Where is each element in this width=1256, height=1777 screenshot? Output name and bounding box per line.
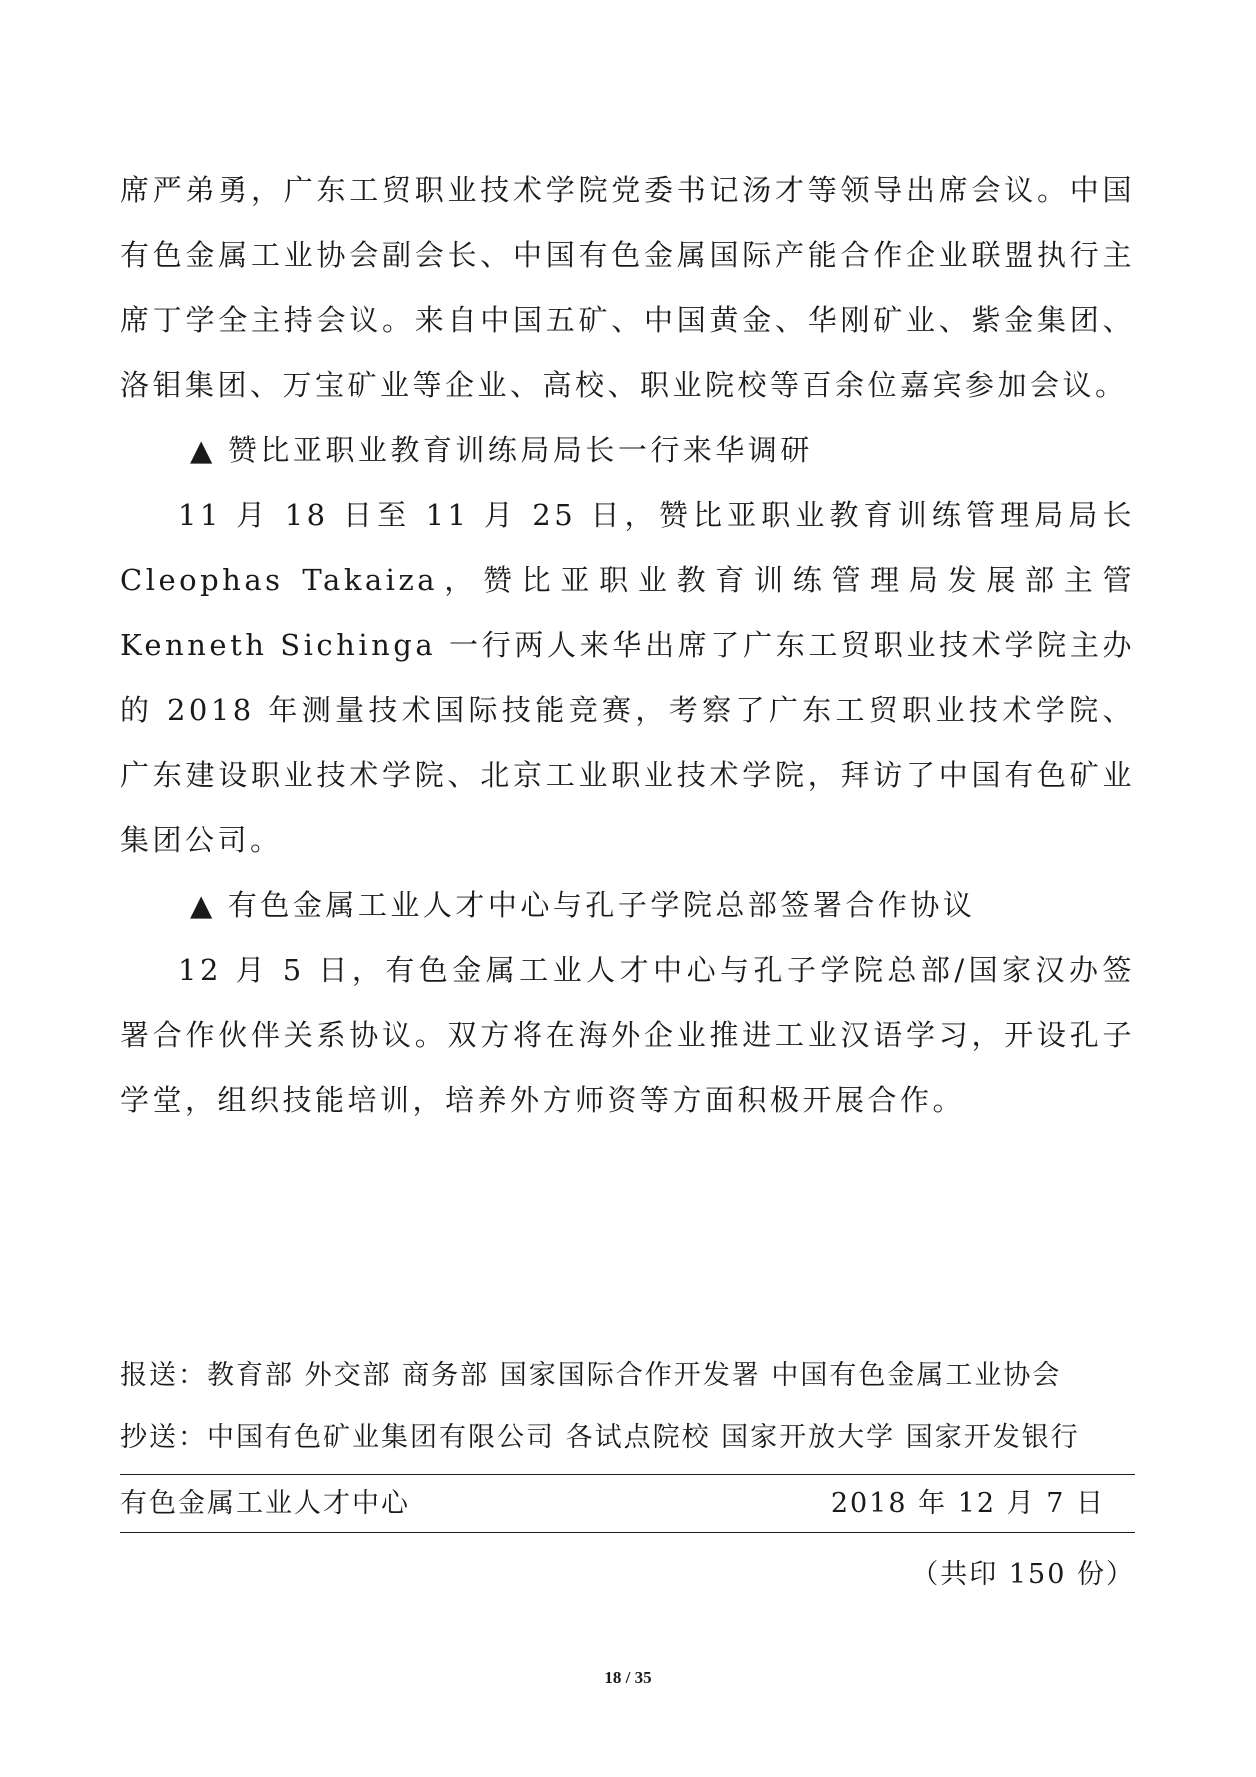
triangle-marker-icon: ▲ xyxy=(190,433,216,467)
paragraph-confucius-agreement: 12 月 5 日，有色金属工业人才中心与孔子学院总部/国家汉办签署合作伙伴关系协议。双方将在海外企业推进工业汉语学习，开设孔子学堂，组织技能培训，培养外方师资等方面积极开展合作。 xyxy=(120,953,1135,1117)
divider-bottom xyxy=(120,1532,1135,1533)
body-text xyxy=(120,158,1135,1133)
paragraph-zambia-visit: 11 月 18 日至 11 月 25 日，赞比亚职业教育训练管理局局长 Cleophas Takaiza，赞比亚职业教育训练管理局发展部主管 Kenneth Sichinga 一行两人来华出席了广东工贸职业技术学院主办的 2018 年测量技术国际技能竞赛，考察了广东工贸职业技术学院、广东建设职业技术学院、北京工业职业技术学院，拜访了中国有色矿业集团公司。 xyxy=(120,498,1135,857)
distribution-list xyxy=(120,1345,1135,1469)
heading-confucius-agreement xyxy=(120,873,1135,938)
issue-date: 2018 年 12 月 7 日 xyxy=(830,1488,1105,1519)
issuer-name: 有色金属工业人才中心 xyxy=(120,1488,410,1519)
heading-confucius-agreement-text: 有色金属工业人才中心与孔子学院总部签署合作协议 xyxy=(227,888,976,922)
paragraph-meeting-attendees: 席严弟勇，广东工贸职业技术学院党委书记汤才等领导出席会议。中国有色金属工业协会副会长、中国有色金属国际产能合作企业联盟执行主席丁学全主持会议。来自中国五矿、中国黄金、华刚矿业、紫金集团、洛钼集团、万宝矿业等企业、高校、职业院校等百余位嘉宾参加会议。 xyxy=(120,173,1135,402)
triangle-marker-icon: ▲ xyxy=(190,888,216,922)
divider-top xyxy=(120,1474,1135,1475)
report-to-line: 报送：教育部 外交部 商务部 国家国际合作开发署 中国有色金属工业协会 xyxy=(120,1360,1062,1391)
heading-zambia-visit-text: 赞比亚职业教育训练局局长一行来华调研 xyxy=(227,433,813,467)
heading-zambia-visit xyxy=(120,418,1135,483)
copy-to-line: 抄送：中国有色矿业集团有限公司 各试点院校 国家开放大学 国家开发银行 xyxy=(120,1422,1080,1453)
print-count: （共印 150 份） xyxy=(911,1559,1135,1590)
issuer-row xyxy=(120,1477,1105,1531)
page-number: 18 / 35 xyxy=(604,1668,652,1687)
